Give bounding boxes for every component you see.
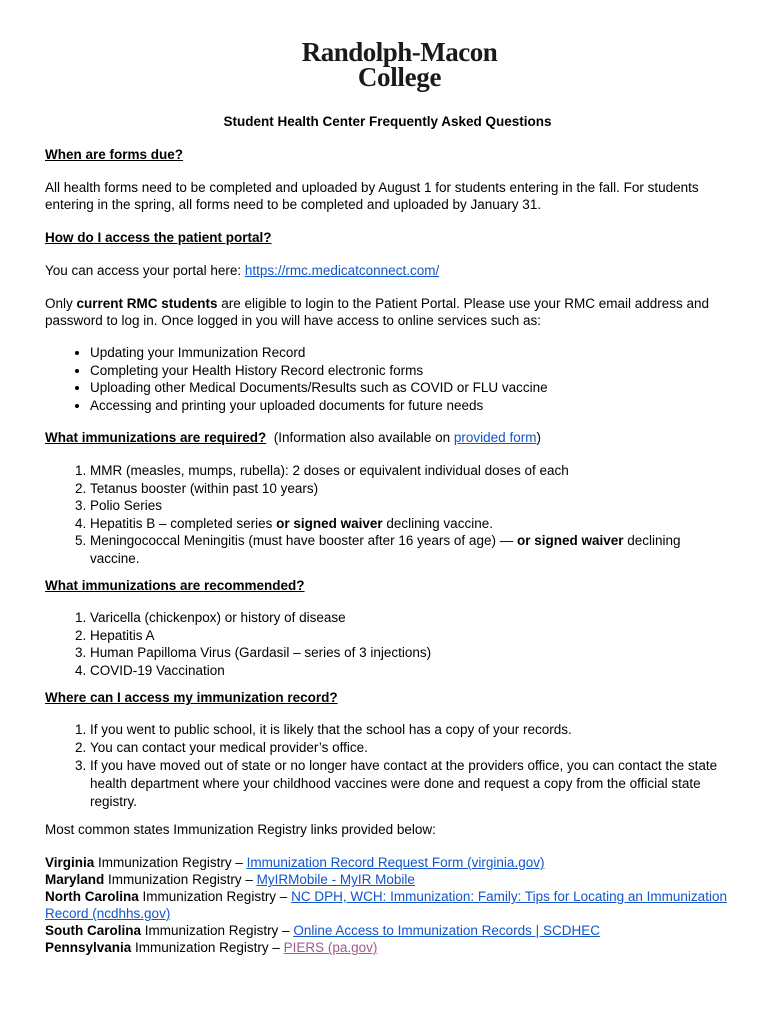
list-item: 2. You can contact your medical provider’s office. — [90, 739, 730, 757]
registry-row-pennsylvania — [45, 939, 730, 956]
college-logo — [45, 37, 730, 92]
pennsylvania-registry-link[interactable]: PIERS (pa.gov) — [283, 940, 378, 955]
list-item: 3. If you have moved out of state or no longer have contact at the providers office, you can contact the state health department where your childhood vaccines were done and request a copy from the official state registry. — [90, 757, 730, 811]
item-text: Meningococcal Meningitis (must have booster after 16 years of age) — — [90, 533, 517, 548]
recommended-immunizations-list — [45, 609, 730, 679]
eligibility-pre: Only — [45, 296, 77, 311]
item-bold: or signed waiver — [276, 515, 383, 531]
required-info-pre: (Information also available on — [273, 430, 454, 445]
registry-row-north-carolina — [45, 888, 730, 922]
logo-line-1: Randolph-Macon — [301, 37, 498, 67]
portal-access-text: You can access your portal here: — [45, 263, 245, 278]
registry-row-maryland — [45, 871, 730, 888]
registry-intro: Most common states Immunization Registry links provided below: — [45, 822, 436, 837]
portal-access-line — [45, 262, 730, 279]
eligibility-post: are eligible to login to the Patient Portal. Please use your RMC email address and password to log in. Once logged in you will have access to online services such as: — [45, 296, 710, 328]
provided-form-link[interactable]: provided form — [453, 430, 537, 445]
maryland-registry-link[interactable]: MyIRMobile - MyIR Mobile — [256, 872, 415, 887]
item-bold: or signed waiver — [516, 533, 624, 548]
registry-text: Immunization Registry – — [138, 889, 292, 904]
registry-text: Immunization Registry – — [131, 940, 284, 955]
list-item: • Uploading other Medical Documents/Results such as COVID or FLU vaccine — [90, 379, 730, 397]
question-recommended: What immunizations are recommended? — [45, 578, 305, 593]
list-item: 1. If you went to public school, it is likely that the school has a copy of your records. — [90, 721, 730, 739]
list-item: • Updating your Immunization Record — [90, 344, 730, 362]
virginia-registry-link[interactable]: Immunization Record Request Form (virginia.gov) — [246, 855, 545, 870]
eligibility-bold: current RMC students — [76, 296, 218, 311]
record-access-list — [45, 721, 730, 811]
registry-text: Immunization Registry – — [104, 872, 257, 887]
list-item: 4. COVID-19 Vaccination — [90, 662, 730, 680]
document-title: Student Health Center Frequently Asked Questions — [223, 114, 552, 129]
list-item: • Completing your Health History Record electronic forms — [90, 362, 730, 380]
state-name: Virginia — [45, 855, 95, 870]
registry-row-south-carolina — [45, 922, 730, 939]
item-text: declining vaccine. — [90, 533, 681, 566]
portal-link[interactable]: https://rmc.medicatconnect.com/ — [244, 263, 440, 278]
registry-text: Immunization Registry – — [94, 855, 247, 870]
list-item: 1. MMR (measles, mumps, rubella): 2 doses or equivalent individual doses of each — [90, 462, 730, 480]
north-carolina-registry-link[interactable]: NC DPH, WCH: Immunization: Family: Tips for Locating an Immunization Record (ncdhhs.gov) — [45, 889, 727, 921]
list-item: 3. Human Papilloma Virus (Gardasil – series of 3 injections) — [90, 644, 730, 662]
item-text: declining vaccine. — [382, 515, 493, 531]
question-immunization-record: Where can I access my immunization record? — [45, 690, 338, 705]
state-name: North Carolina — [45, 889, 139, 904]
required-immunizations-list — [45, 462, 730, 567]
required-info-post: ) — [536, 430, 541, 445]
document-page — [45, 37, 730, 956]
portal-eligibility — [45, 295, 730, 329]
portal-services-list — [45, 344, 730, 414]
list-item — [90, 532, 730, 567]
required-heading-line — [45, 429, 730, 446]
registry-row-virginia — [45, 854, 730, 871]
list-item — [90, 515, 730, 533]
registry-text: Immunization Registry – — [141, 923, 294, 938]
registry-list — [45, 854, 730, 956]
list-item: 1. Varicella (chickenpox) or history of disease — [90, 609, 730, 627]
question-required: What immunizations are required? — [45, 430, 267, 445]
item-text: Hepatitis B – completed series — [90, 515, 277, 531]
answer-forms-due: All health forms need to be completed and uploaded by August 1 for students entering in the fall. For students entering in the spring, all forms need to be completed and uploaded by January 31. — [45, 180, 699, 212]
logo-line-2: College — [357, 62, 442, 92]
list-item: 2. Tetanus booster (within past 10 years) — [90, 480, 730, 498]
question-forms-due: When are forms due? — [45, 147, 184, 162]
list-item: 2. Hepatitis A — [90, 627, 730, 645]
list-item: 3. Polio Series — [90, 497, 730, 515]
state-name: Pennsylvania — [45, 940, 132, 955]
south-carolina-registry-link[interactable]: Online Access to Immunization Records | SCDHEC — [293, 923, 600, 938]
question-patient-portal: How do I access the patient portal? — [45, 230, 272, 245]
state-name: Maryland — [45, 872, 105, 887]
state-name: South Carolina — [45, 923, 142, 938]
list-item: • Accessing and printing your uploaded documents for future needs — [90, 397, 730, 415]
